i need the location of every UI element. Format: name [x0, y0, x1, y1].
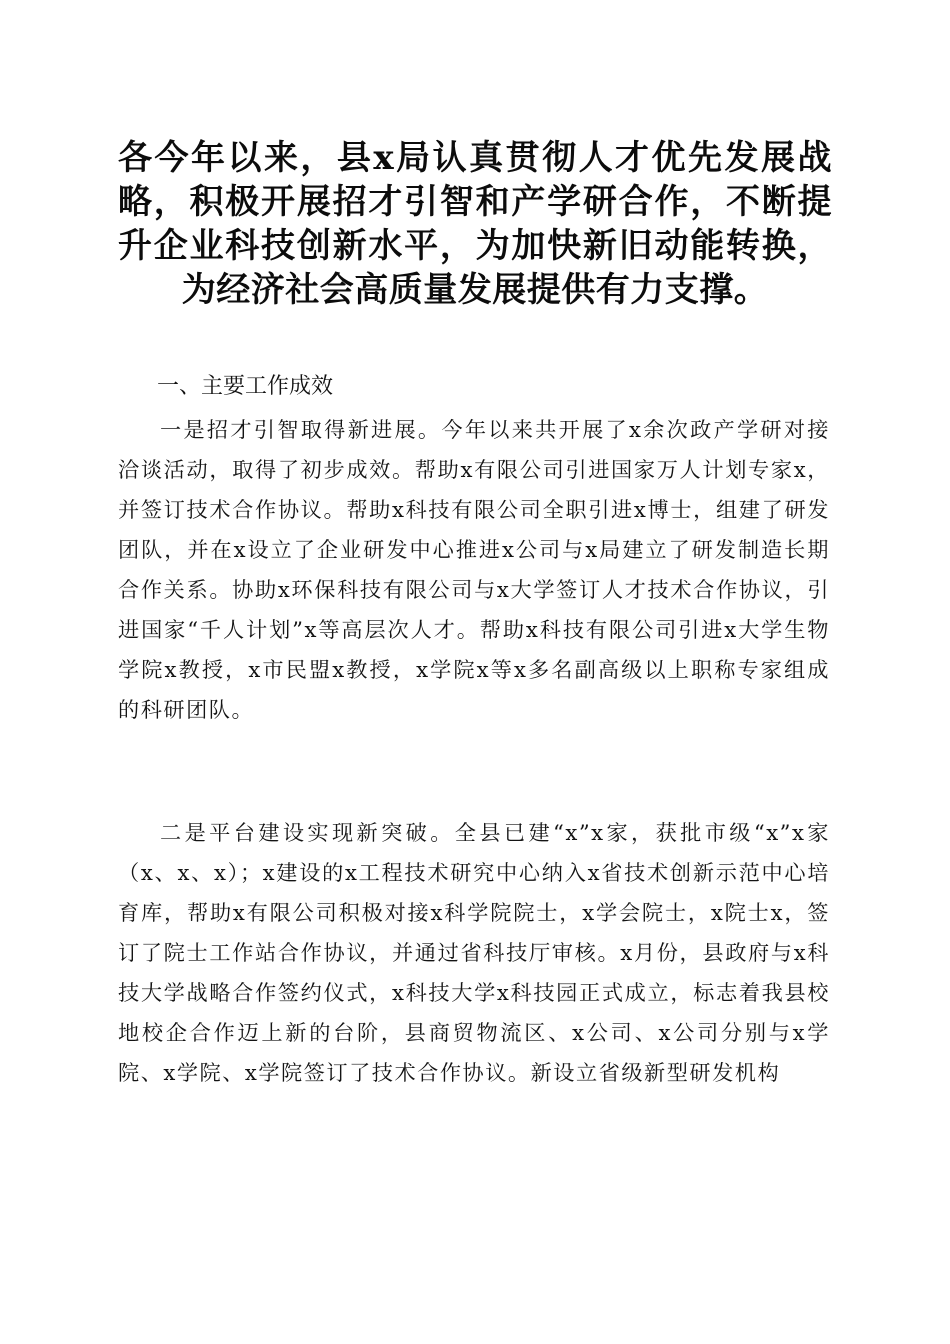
- paragraph-1: 一是招才引智取得新进展。今年以来共开展了x余次政产学研对接洽谈活动，取得了初步成效。帮助x有限公司引进国家万人计划专家x，并签订技术合作协议。帮助x科技有限公司全职引进x博士，组建了研发团队，并在x设立了企业研发中心推进x公司与x局建立了研发制造长期合作关系。协助x环保科技有限公司与x大学签订人才技术合作协议，引进国家“千人计划”x等高层次人才。帮助x科技有限公司引进x大学生物学院x教授，x市民盟x教授，x学院x等x多名副高级以上职称专家组成的科研团队。: [118, 417, 830, 722]
- document-title: 各今年以来，县x局认真贯彻人才优先发展战略，积极开展招才引智和产学研合作，不断提升企业科技创新水平，为加快新旧动能转换，为经济社会高质量发展提供有力支撑。: [118, 138, 832, 310]
- section-heading: 一、主要工作成效: [157, 374, 334, 399]
- paragraph-2: 二是平台建设实现新突破。全县已建“x”x家，获批市级“x”x家（x、x、x）；x建设的x工程技术研究中心纳入x省技术创新示范中心培育库，帮助x有限公司积极对接x科学院院士，x学会院士，x院士x，签订了院士工作站合作协议，并通过省科技厅审核。x月份，县政府与x科技大学战略合作签约仪式，x科技大学x科技园正式成立，标志着我县校地校企合作迈上新的台阶，县商贸物流区、x公司、x公司分别与x学院、x学院、x学院签订了技术合作协议。新设立省级新型研发机构: [118, 820, 830, 1085]
